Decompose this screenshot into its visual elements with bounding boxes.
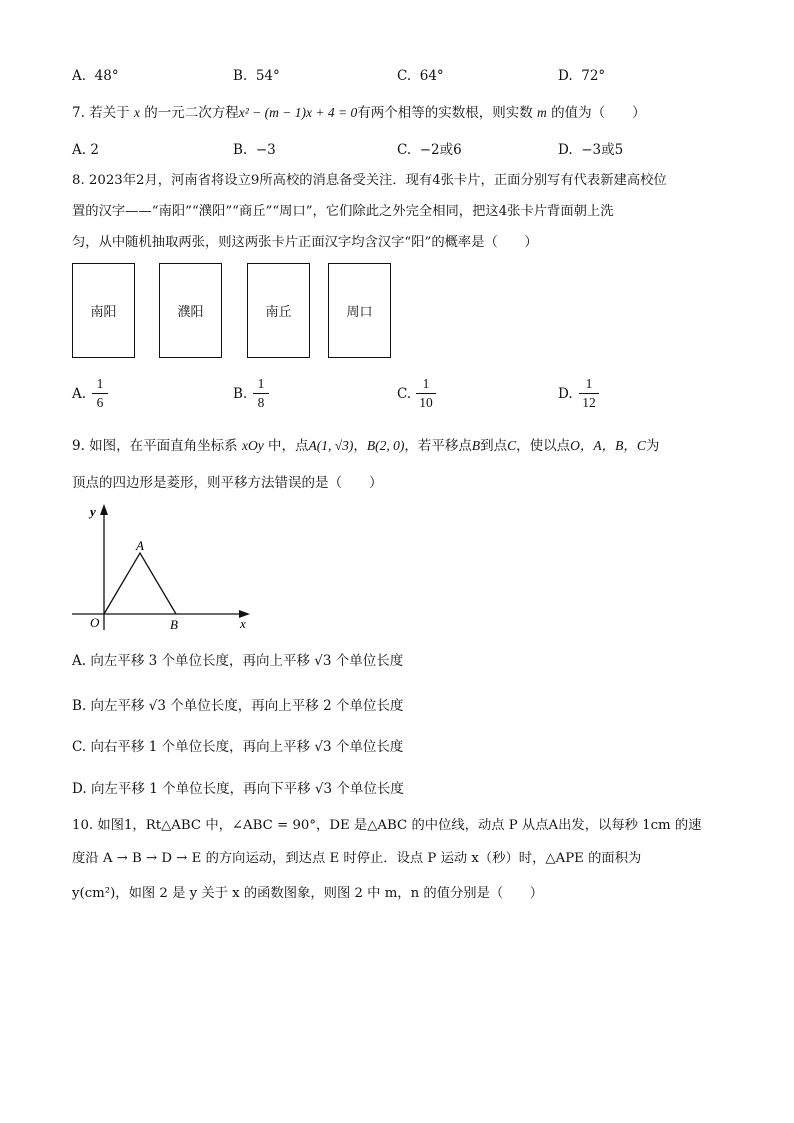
q9-stem-line2: 顶点的四边形是菱形，则平移方法错误的是（ ） (72, 475, 383, 491)
q10-stem-line3: y(cm²)，如图 2 是 y 关于 x 的函数图象，则图 2 中 m，n 的值分别是（ ） (72, 886, 544, 901)
q8-stem-line2: 置的汉字——“南阳”“濮阳”“商丘”“周口”，它们除此之外完全相同，把这4张卡片背面朝上洗 (72, 204, 614, 219)
q10-stem-line1: 10. 如图1，Rt△ABC 中，∠ABC = 90°，DE 是△ABC 的中位线，动点 P 从点A出发，以每秒 1cm 的速 (72, 818, 702, 833)
q7-equation: x² − (m − 1)x + 4 = 0 (238, 105, 358, 120)
q9-option-d: D. 向左平移 1 个单位长度，再向下平移 √3 个单位长度 (72, 781, 404, 797)
q10-stem-line2: 度沿 A → B → D → E 的方向运动，到达点 E 时停止．设点 P 运动 x（秒）时，△APE 的面积为 (72, 851, 642, 866)
q8-option-c-letter: C. (397, 386, 412, 402)
y-axis-arrow-icon (100, 504, 108, 515)
q7-option-a: A. 2 (72, 142, 99, 158)
origin-label: O (90, 615, 100, 630)
point-b-label: B (170, 617, 178, 632)
q8-option-c-fraction: 1 10 (416, 376, 436, 411)
q9-option-c: C. 向右平移 1 个单位长度，再向上平移 √3 个单位长度 (72, 739, 404, 755)
q8-option-a-letter: A. (72, 386, 87, 402)
q7-stem: 7. 若关于 x 的一元二次方程x² − (m − 1)x + 4 = 0有两个相等的实数根，则实数 m 的值为（ ） (72, 105, 646, 121)
card-puyang: 濮阳 (159, 263, 222, 358)
q7-option-c: C. −2或6 (397, 142, 462, 158)
y-axis-label: y (90, 504, 96, 519)
q6-option-c: C. 64° (397, 68, 444, 84)
q9-stem-line1: 9. 如图，在平面直角坐标系 xOy 中，点A(1, √3)，B(2, 0)，若平移点B到点C，使以点O，A，B，C为 (72, 438, 660, 454)
q8-stem-line3: 匀，从中随机抽取两张，则这两张卡片正面汉字均含汉字“阳”的概率是（ ） (72, 235, 538, 250)
card-zhoukou: 周口 (328, 263, 391, 358)
q8-option-d-letter: D. (558, 386, 573, 402)
q8-option-b-letter: B. (233, 386, 248, 402)
q9-option-b: B. 向左平移 √3 个单位长度，再向上平移 2 个单位长度 (72, 698, 404, 714)
q8-option-d-fraction: 1 12 (579, 376, 599, 411)
q8-stem-line1: 8. 2023年2月，河南省将设立9所高校的消息备受关注．现有4张卡片，正面分别写有代表新建高校位 (72, 173, 667, 188)
q9-coordinate-figure (66, 500, 256, 640)
q8-option-b-fraction: 1 8 (253, 376, 269, 411)
q7-option-b: B. −3 (233, 142, 276, 158)
card-nanyang: 南阳 (72, 263, 135, 358)
point-a-label: A (136, 538, 144, 553)
x-axis-label: x (240, 616, 246, 631)
q9-option-a: A. 向左平移 3 个单位长度，再向上平移 √3 个单位长度 (72, 653, 404, 669)
q6-option-a: A. 48° (72, 68, 119, 84)
q7-option-d: D. −3或5 (558, 142, 624, 158)
card-shangqiu: 南丘 (247, 263, 310, 358)
triangle-oab (104, 553, 176, 614)
q8-option-a-fraction: 1 6 (92, 376, 108, 411)
q6-option-d: D. 72° (558, 68, 606, 84)
q6-option-b: B. 54° (233, 68, 280, 84)
